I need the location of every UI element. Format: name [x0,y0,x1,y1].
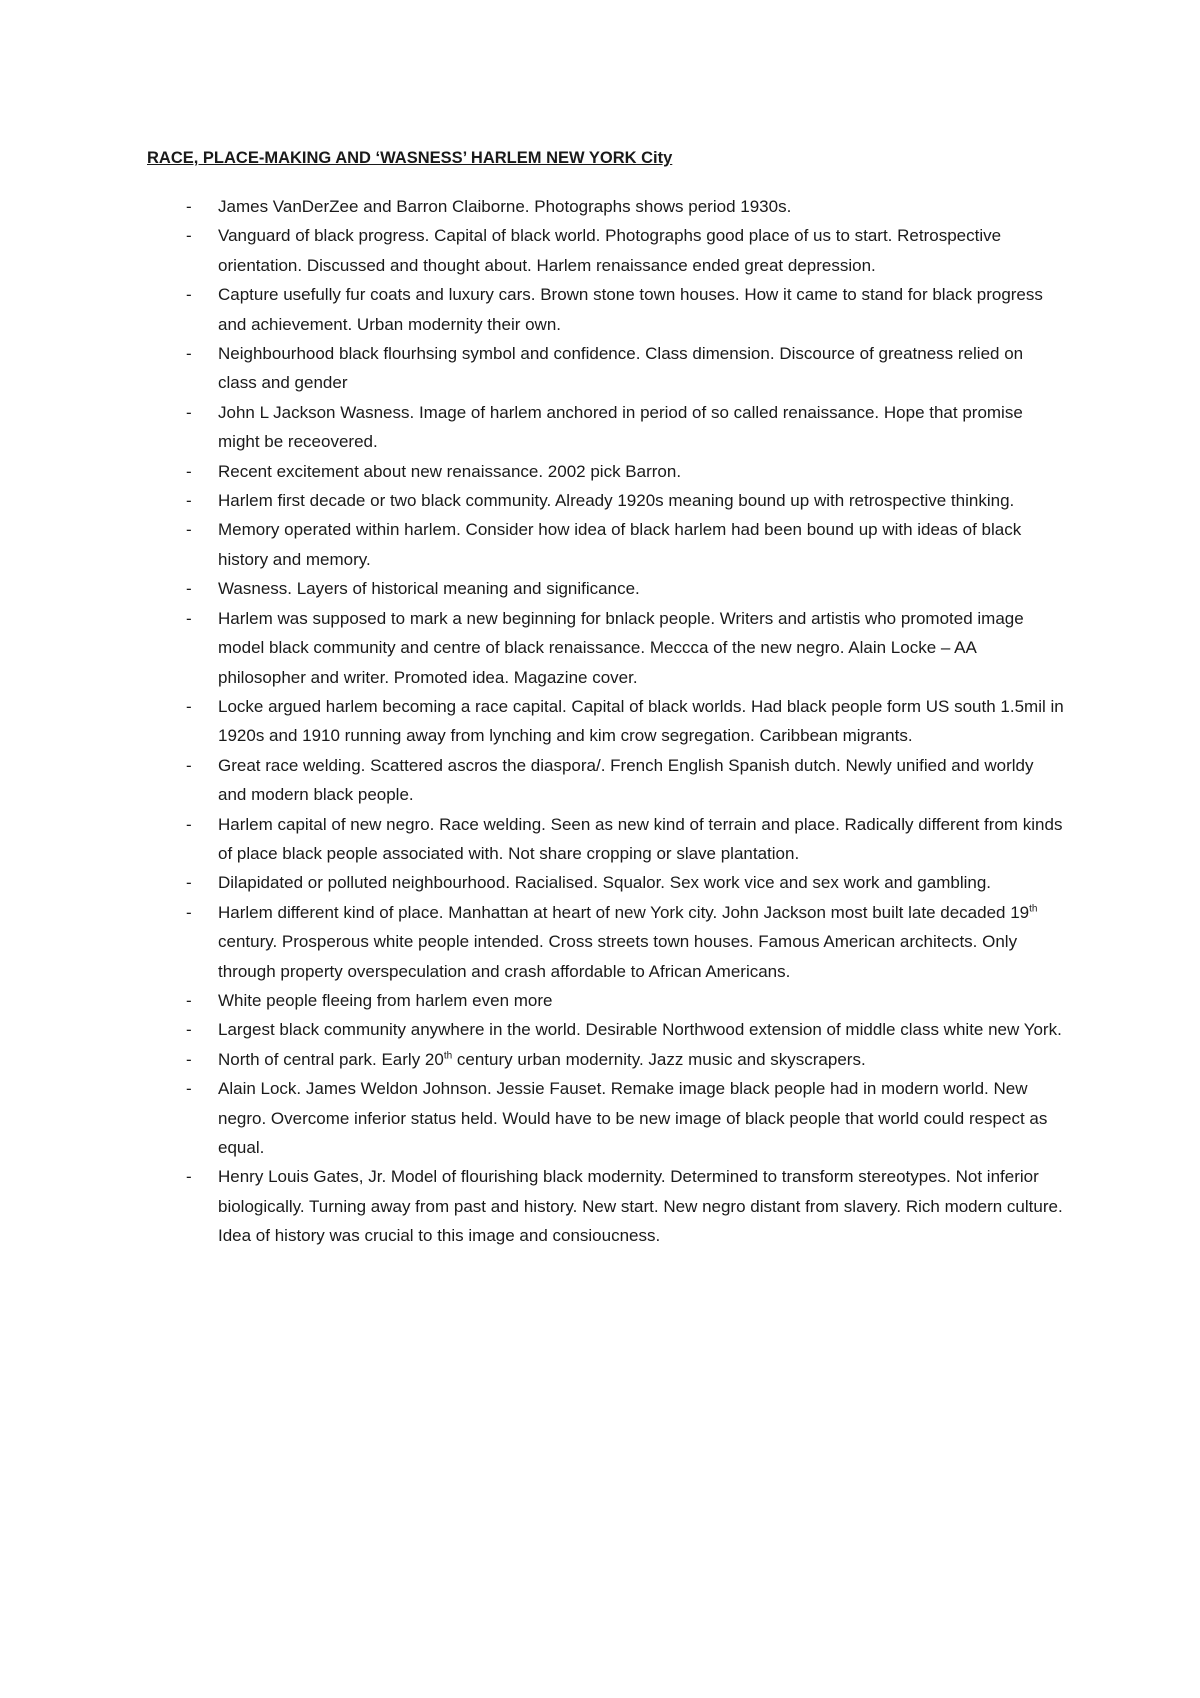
bullet-dash: - [186,902,192,922]
note-text-segment: Memory operated within harlem. Consider how idea of black harlem had been bound up with ideas of black history and memory. [218,520,1022,569]
note-item [186,192,1066,221]
note-text-segment: North of central park. Early 20 [218,1049,444,1069]
note-text-segment: Dilapidated or polluted neighbourhood. Racialised. Squalor. Sex work vice and sex work and gambling. [218,873,992,893]
note-item [186,574,1066,603]
note-item [186,339,1066,398]
bullet-dash: - [186,579,192,599]
note-item [186,986,1066,1015]
note-item [186,221,1066,280]
note-text [218,873,991,892]
note-text-segment: James VanDerZee and Barron Claiborne. Photographs shows period 1930s. [218,197,792,216]
note-text-segment: Alain Lock. James Weldon Johnson. Jessie Fauset. Remake image black people had in modern world. New negro. Overcome inferior status held. Would have to be new image of black people that world could respect as equal. [218,1079,1048,1157]
note-text [218,197,791,216]
note-text-segment: Vanguard of black progress. Capital of black world. Photographs good place of us to start. Retrospective orientation. Discussed and thought about. Harlem renaissance ended great depression. [218,226,1002,275]
note-text-segment: Capture usefully fur coats and luxury cars. Brown stone town houses. How it came to stand for black progress and achievement. Urban modernity their own. [218,285,1043,334]
note-text-segment: Recent excitement about new renaissance. 2002 pick Barron. [218,461,682,481]
note-text [218,226,1001,274]
bullet-dash: - [186,197,192,216]
note-text [218,285,1043,333]
note-text [218,756,1034,804]
bullet-dash: - [186,1049,192,1069]
note-text [218,1020,1062,1039]
note-text-segment: White people fleeing from harlem even more [218,990,553,1010]
notes-list [186,192,1066,1251]
note-item [186,1074,1066,1162]
note-text [218,403,1023,451]
note-text [218,1050,866,1069]
bullet-dash: - [186,461,192,481]
bullet-dash: - [186,696,192,716]
note-text [218,1167,1063,1245]
note-text-segment: century urban modernity. Jazz music and skyscrapers. [452,1049,866,1069]
note-text-segment: John L Jackson Wasness. Image of harlem anchored in period of so called renaissance. Hope that promise might be receovered. [218,402,1023,452]
note-text-segment: century. Prosperous white people intended. Cross streets town houses. Famous American architects. Only through property overspeculation and crash affordable to African Americans. [218,932,1018,981]
note-item [186,398,1066,457]
bullet-dash: - [186,1167,192,1187]
note-text [218,344,1023,392]
ordinal-superscript: th [443,1050,453,1062]
ordinal-superscript: th [1029,903,1038,915]
note-item [186,1045,1066,1074]
bullet-dash: - [186,285,192,305]
note-text [218,697,1064,745]
note-text-segment: Wasness. Layers of historical meaning and significance. [218,579,640,599]
note-item [186,457,1066,486]
note-text [218,462,681,481]
note-text [218,991,553,1010]
note-text [218,609,1024,687]
note-item [186,692,1066,751]
note-text-segment: Locke argued harlem becoming a race capital. Capital of black worlds. Had black people form US south 1.5mil in 1920s and 1910 running away from lynching and kim crow segregation. Caribbean migrants. [218,696,1064,746]
bullet-dash: - [186,226,192,246]
note-item [186,898,1066,986]
bullet-dash: - [186,1020,192,1040]
note-item [186,1162,1066,1250]
note-item [186,810,1066,869]
note-text-segment: Harlem capital of new negro. Race welding. Seen as new kind of terrain and place. Radically different from kinds of place black people associated with. Not share cropping or slave plantation. [218,814,1063,863]
bullet-dash: - [186,755,192,775]
bullet-dash: - [186,608,192,628]
note-text [218,1079,1047,1157]
note-item [186,1015,1066,1044]
bullet-dash: - [186,1079,192,1099]
note-text-segment: Harlem different kind of place. Manhattan at heart of new York city. John Jackson most built late decaded 19 [218,902,1030,922]
note-text-segment: Largest black community anywhere in the world. Desirable Northwood extension of middle class white new York. [218,1020,1062,1040]
note-text [218,520,1021,568]
note-item [186,868,1066,897]
bullet-dash: - [186,402,192,422]
note-text [218,491,1014,510]
note-text-segment: Great race welding. Scattered ascros the diaspora/. French English Spanish dutch. Newly unified and worldy and modern black people. [218,755,1034,805]
bullet-dash: - [186,990,192,1010]
note-item [186,604,1066,692]
document-title: RACE, PLACE-MAKING AND ‘WASNESS’ HARLEM NEW YORK City [147,149,673,167]
bullet-dash: - [186,873,192,893]
note-text-segment: Henry Louis Gates, Jr. Model of flourishing black modernity. Determined to transform stereotypes. Not inferior biologically. Turning away from past and history. New start. New negro distant from slavery. Rich modern culture. Idea of history was crucial to this image and consioucness. [218,1167,1063,1246]
note-item [186,280,1066,339]
bullet-dash: - [186,520,192,540]
note-item [186,486,1066,515]
note-text [218,903,1037,981]
bullet-dash: - [186,814,192,834]
bullet-dash: - [186,344,192,364]
note-item [186,751,1066,810]
note-text-segment: Harlem was supposed to mark a new beginning for bnlack people. Writers and artistis who promoted image model black community and centre of black renaissance. Meccca of the new negro. Alain Locke – AA philosopher and writer. Promoted idea. Magazine cover. [218,608,1024,687]
note-text [218,579,640,598]
note-text-segment: Harlem first decade or two black community. Already 1920s meaning bound up with retrospective thinking. [218,491,1015,511]
note-item [186,515,1066,574]
note-text-segment: Neighbourhood black flourhsing symbol and confidence. Class dimension. Discource of greatness relied on class and gender [218,344,1024,393]
bullet-dash: - [186,491,192,511]
note-text [218,815,1062,863]
